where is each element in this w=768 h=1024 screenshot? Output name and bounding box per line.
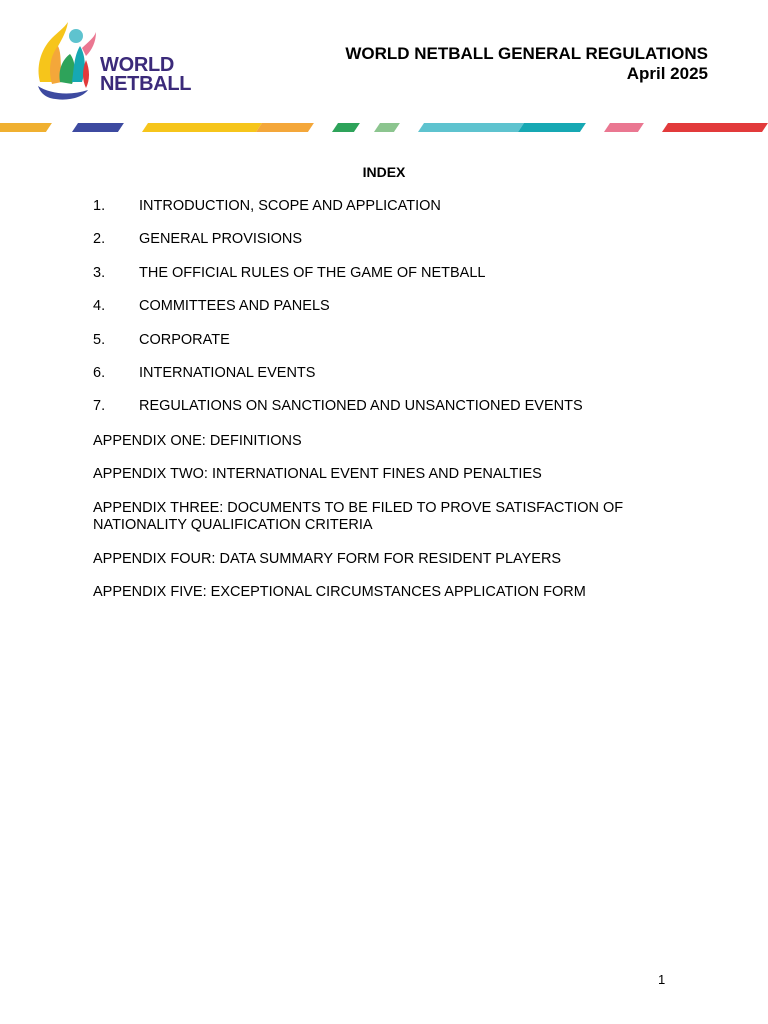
stripe-segment (518, 123, 586, 132)
toc-label: COMMITTEES AND PANELS (139, 298, 330, 315)
toc-label: INTRODUCTION, SCOPE AND APPLICATION (139, 198, 441, 214)
toc-label: THE OFFICIAL RULES OF THE GAME OF NETBALL (139, 264, 486, 281)
toc-number: 7. (93, 398, 106, 415)
stripe-svg (0, 123, 768, 132)
appendix-item-three[interactable]: APPENDIX THREE: DOCUMENTS TO BE FILED TO PROVE SATISFACTION OF NATIONALITY QUALIFICATION CRITERIA (93, 500, 624, 533)
toc-item[interactable] (93, 298, 693, 331)
stripe-segment (72, 123, 124, 132)
logo-word-world: WORLD (100, 54, 175, 76)
index-heading: INDEX (362, 164, 406, 180)
toc-item[interactable] (93, 198, 693, 231)
appendix-item-five[interactable]: APPENDIX FIVE: EXCEPTIONAL CIRCUMSTANCES APPLICATION FORM (93, 584, 586, 600)
document-title: WORLD NETBALL GENERAL REGULATIONS (345, 44, 708, 63)
netball-player-emblem-icon (30, 20, 100, 104)
appendix-item-two[interactable]: APPENDIX TWO: INTERNATIONAL EVENT FINES AND PENALTIES (93, 466, 542, 482)
world-netball-logo (30, 20, 195, 104)
document-date: April 2025 (626, 64, 708, 83)
toc-label: GENERAL PROVISIONS (139, 231, 303, 248)
toc-number: 5. (93, 331, 106, 348)
toc-number: 6. (93, 364, 106, 381)
toc-label: REGULATIONS ON SANCTIONED AND UNSANCTIONED EVENTS (139, 398, 583, 415)
toc-label: CORPORATE (139, 331, 230, 348)
logo-word-netball: NETBALL (100, 73, 192, 95)
toc-label: INTERNATIONAL EVENTS (139, 364, 316, 381)
stripe-segment (256, 123, 314, 132)
toc-number: 4. (93, 298, 106, 315)
toc-item[interactable] (93, 231, 693, 264)
stripe-segment (604, 123, 644, 132)
color-stripe-divider (0, 123, 768, 132)
toc-item[interactable] (93, 332, 693, 365)
toc-number: 3. (93, 264, 106, 281)
toc-number: 1. (93, 198, 106, 214)
stripe-segment (662, 123, 768, 132)
appendix-item-one[interactable]: APPENDIX ONE: DEFINITIONS (93, 433, 302, 449)
stripe-segment (418, 123, 524, 132)
appendix-item-four[interactable]: APPENDIX FOUR: DATA SUMMARY FORM FOR RESIDENT PLAYERS (93, 551, 562, 567)
document-header (345, 44, 708, 84)
stripe-segment (0, 123, 52, 132)
page-number: 1 (658, 972, 666, 987)
table-of-contents (93, 198, 693, 432)
toc-number: 2. (93, 231, 106, 248)
toc-item[interactable] (93, 265, 693, 298)
stripe-segment (142, 123, 262, 132)
toc-item[interactable] (93, 398, 693, 431)
toc-item[interactable] (93, 365, 693, 398)
